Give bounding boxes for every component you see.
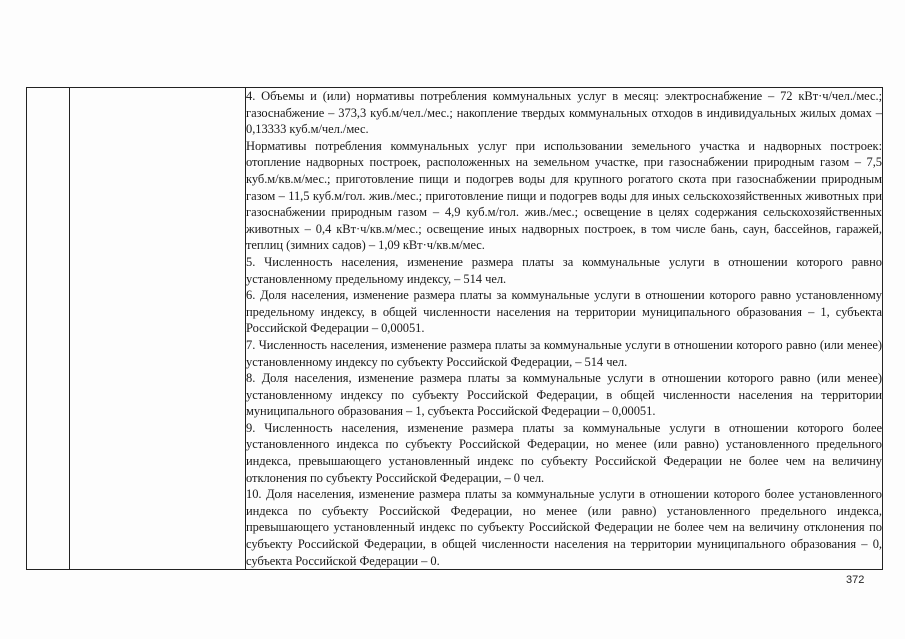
page-number: 372 bbox=[846, 574, 865, 586]
table-row bbox=[27, 88, 883, 570]
table-cell-content bbox=[246, 88, 883, 570]
paragraph-item-10: 10. Доля населения, изменение размера платы за коммунальные услуги в отношении которого более установленного индекса по субъекту Российской Федерации, но менее (или равно) установленного предельного индекса, превышающего установленный индекс по субъекту Российской Федерации не более чем на величину отклонения по субъекту Российской Федерации, в общей численности населения на территории муниципального образования – 0, субъекта Российской Федерации – 0. bbox=[246, 487, 882, 568]
paragraph-item-6: 6. Доля населения, изменение размера платы за коммунальные услуги в отношении которого равно установленному предельному индексу, в общей численности населения на территории муниципального образования – 1, субъекта Российской Федерации – 0,00051. bbox=[246, 288, 882, 336]
table-cell-name bbox=[70, 88, 246, 570]
paragraph-item-8: 8. Доля населения, изменение размера платы за коммунальные услуги в отношении которого равно (или менее) установленному индексу по субъекту Российской Федерации, в общей численности населения на территории муниципального образования – 1, субъекта Российской Федерации – 0,00051. bbox=[246, 371, 882, 419]
paragraph-item-9: 9. Численность населения, изменение размера платы за коммунальные услуги в отношении которого более установленного индекса по субъекту Российской Федерации, но менее (или равно) установленного предельного индекса, превышающего установленный индекс по субъекту Российской Федерации не более чем на величину отклонения по субъекту Российской Федерации, – 0 чел. bbox=[246, 420, 882, 485]
table-cell-number bbox=[27, 88, 70, 570]
paragraph-item-5: 5. Численность населения, изменение размера платы за коммунальные услуги в отношении которого равно установленному предельному индексу, – 514 чел. bbox=[246, 254, 882, 286]
paragraph-norms-land-plot: Нормативы потребления коммунальных услуг при использовании земельного участка и надворных построек: отопление надворных построек, расположенных на земельном участке, при газоснабжении природным газом – 7,5 куб.м/кв.м/мес.; приготовление пищи и подогрев воды для крупного рогатого скота при газоснабжении природным газом – 11,5 куб.м/гол. жив./мес.; приготовление пищи и подогрев воды для иных сельскохозяйственных животных при газоснабжении природным газом – 4,9 куб.м/гол. жив./мес.; освещение в целях содержания сельскохозяйственных животных – 0,4 кВт·ч/кв.м/мес.; освещение иных надворных построек, в том числе бань, саун, бассейнов, гаражей, теплиц (зимних садов) – 1,09 кВт·ч/кв.м/мес. bbox=[246, 138, 882, 253]
document-table bbox=[26, 87, 883, 570]
paragraph-item-7: 7. Численность населения, изменение размера платы за коммунальные услуги в отношении которого равно (или менее) установленному индексу по субъекту Российской Федерации, – 514 чел. bbox=[246, 337, 882, 369]
paragraph-item-4: 4. Объемы и (или) нормативы потребления коммунальных услуг в месяц: электроснабжение – 72 кВт·ч/чел./мес.; газоснабжение – 373,3 куб.м/чел./мес.; накопление твердых коммунальных отходов в индивидуальных жилых домах – 0,13333 куб.м/чел./мес. bbox=[246, 89, 882, 137]
